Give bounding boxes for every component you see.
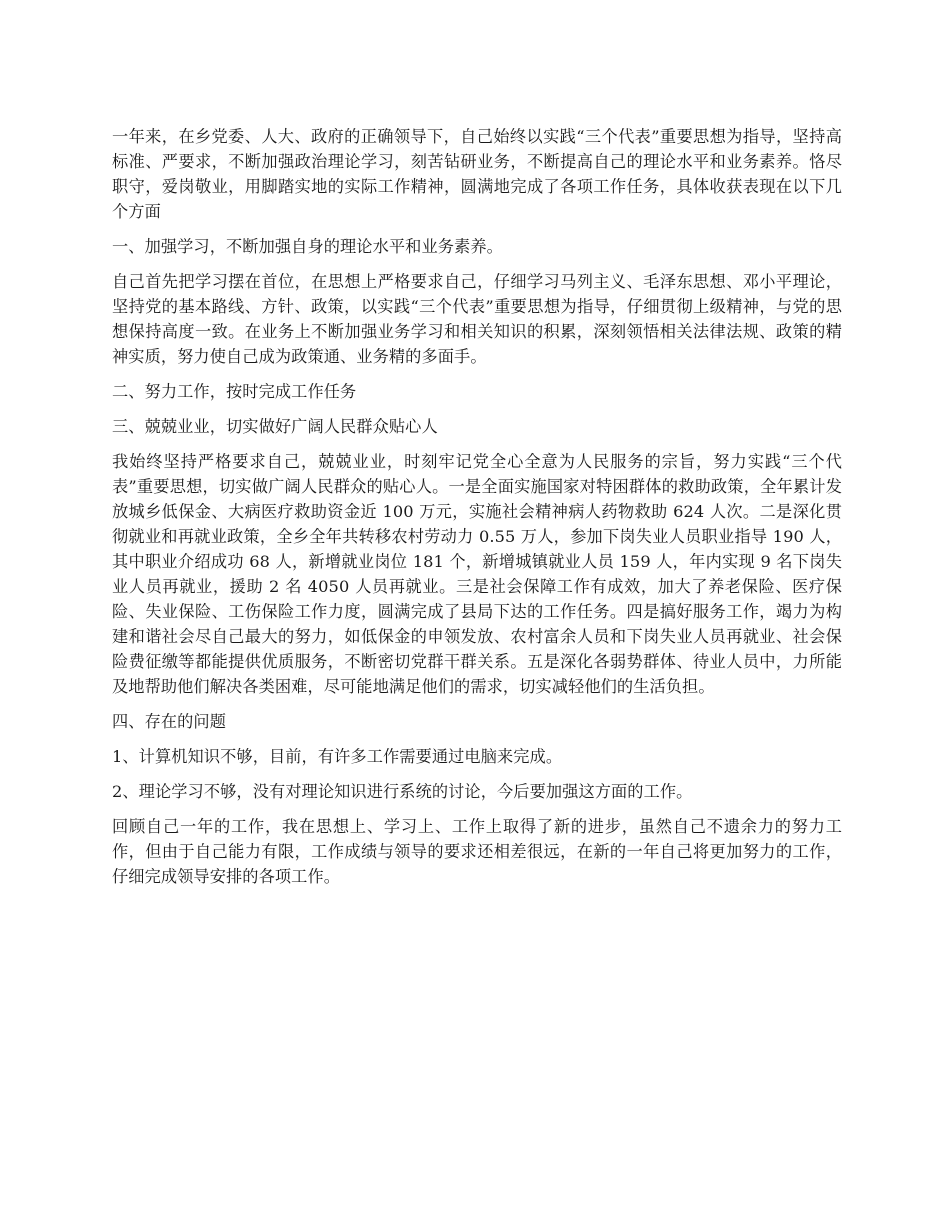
section-heading-service: 三、兢兢业业，切实做好广阔人民群众贴心人 — [112, 417, 438, 436]
problem-item-1: 1、计算机知识不够，目前，有许多工作需要通过电脑来完成。 — [112, 747, 563, 766]
section-heading-work: 二、努力工作，按时完成工作任务 — [112, 382, 357, 401]
document-body — [112, 124, 842, 899]
section-heading-study: 一、加强学习，不断加强自身的理论水平和业务素养。 — [112, 237, 503, 256]
section-heading-problems: 四、存在的问题 — [112, 712, 227, 731]
intro-paragraph: 一年来，在乡党委、人大、政府的正确领导下，自己始终以实践“三个代表”重要思想为指导，坚持高标准、严要求，不断加强政治理论学习，刻苦钻研业务，不断提高自己的理论水平和业务素养。恪尽职守，爱岗敬业，用脚踏实地的实际工作精神，圆满地完成了各项工作任务，具体收获表现在以下几个方面 — [112, 127, 842, 221]
conclusion-paragraph: 回顾自己一年的工作，我在思想上、学习上、工作上取得了新的进步，虽然自己不遗余力的努力工作，但由于自己能力有限，工作成绩与领导的要求还相差很远，在新的一年自己将更加努力的工作，仔细完成领导安排的各项工作。 — [112, 817, 842, 886]
problem-item-2: 2、理论学习不够，没有对理论知识进行系统的讨论，今后要加强这方面的工作。 — [112, 782, 693, 801]
study-paragraph: 自己首先把学习摆在首位，在思想上严格要求自己，仔细学习马列主义、毛泽东思想、邓小平理论，坚持党的基本路线、方针、政策，以实践“三个代表”重要思想为指导，仔细贯彻上级精神，与党的思想保持高度一致。在业务上不断加强业务学习和相关知识的积累，深刻领悟相关法律法规、政策的精神实质，努力使自己成为政策通、业务精的多面手。 — [112, 272, 842, 366]
service-paragraph: 我始终坚持严格要求自己，兢兢业业，时刻牢记党全心全意为人民服务的宗旨，努力实践“三个代表”重要思想，切实做广阔人民群众的贴心人。一是全面实施国家对特困群体的救助政策，全年累计发放城乡低保金、大病医疗救助资金近 100 万元，实施社会精神病人药物救助 624 人次。二是深化贯彻就业和再就业政策，全乡全年共转移农村劳动力 0.55 万人，参加下岗失业人员职业指导 190 人，其中职业介绍成功 68 人，新增就业岗位 181 个，新增城镇就业人员 159 人，年内实现 9 名下岗失业人员再就业，援助 2 名 4050 人员再就业。三是社会保障工作有成效，加大了养老保险、医疗保险、失业保险、工伤保险工作力度，圆满完成了县局下达的工作任务。四是搞好服务工作，竭力为构建和谐社会尽自己最大的努力，如低保金的申领发放、农村富余人员和下岗失业人员再就业、社会保险费征缴等都能提供优质服务，不断密切党群干群关系。五是深化各弱势群体、待业人员中，力所能及地帮助他们解决各类困难，尽可能地满足他们的需求，切实减轻他们的生活负担。 — [112, 452, 842, 696]
